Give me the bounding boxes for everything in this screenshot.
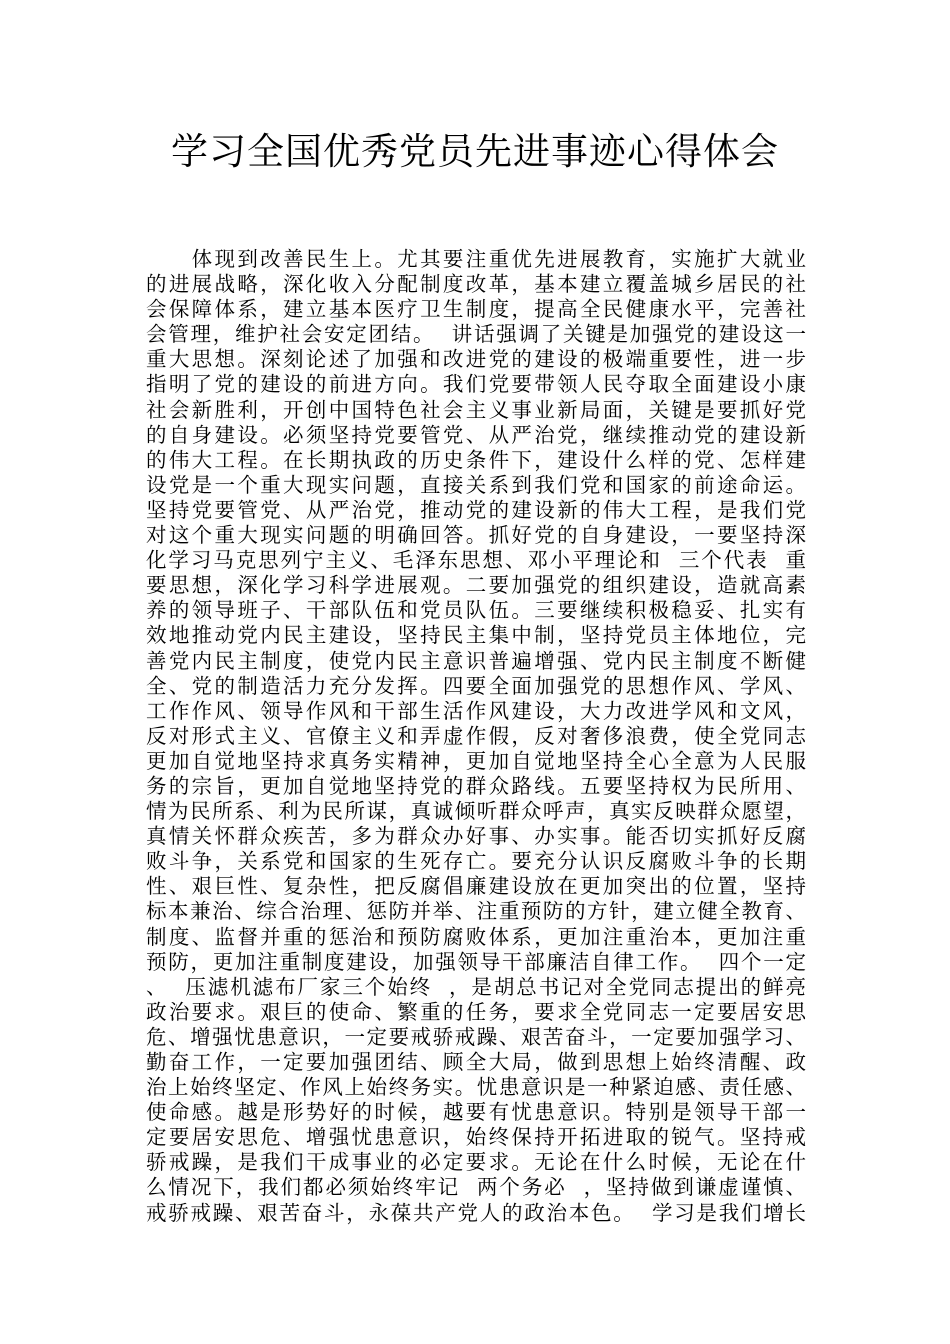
body-line: 设党是一个重大现实问题，直接关系到我们党和国家的前途命运。	[146, 472, 806, 497]
body-line: 指明了党的建设的前进方向。我们党要带领人民夺取全面建设小康	[146, 372, 806, 397]
body-line: 善党内民主制度，使党内民主意识普遍增强、党内民主制度不断健	[146, 648, 806, 673]
body-line: 预防，更加注重制度建设，加强领导干部廉洁自律工作。 四个一定	[146, 949, 806, 974]
body-line: 社会新胜利，开创中国特色社会主义事业新局面，关键是要抓好党	[146, 397, 806, 422]
body-line: 治上始终坚定、作风上始终务实。忧患意识是一种紧迫感、责任感、	[146, 1075, 806, 1100]
document-title: 学习全国优秀党员先进事迹心得体会	[171, 130, 779, 173]
body-line: 标本兼治、综合治理、惩防并举、注重预防的方针，建立健全教育、	[146, 899, 806, 924]
body-line: 的进展战略，深化收入分配制度改革，基本建立覆盖城乡居民的社	[146, 272, 806, 297]
body-line: 定要居安思危、增强忧患意识，始终保持开拓进取的锐气。坚持戒	[146, 1125, 806, 1150]
body-line: 危、增强忧患意识，一定要戒骄戒躁、艰苦奋斗，一定要加强学习、	[146, 1024, 806, 1049]
body-line: 务的宗旨，更加自觉地坚持党的群众路线。五要坚持权为民所用、	[146, 773, 806, 798]
body-line: 化学习马克思列宁主义、毛泽东思想、邓小平理论和 三个代表 重	[146, 548, 806, 573]
body-line: 的自身建设。必须坚持党要管党、从严治党，继续推动党的建设新	[146, 422, 806, 447]
body-line: 更加自觉地坚持求真务实精神，更加自觉地坚持全心全意为人民服	[146, 748, 806, 773]
body-line: 养的领导班子、干部队伍和党员队伍。三要继续积极稳妥、扎实有	[146, 598, 806, 623]
body-line: 的伟大工程。在长期执政的历史条件下，建设什么样的党、怎样建	[146, 447, 806, 472]
body-line: 反对形式主义、官僚主义和弄虚作假，反对奢侈浪费，使全党同志	[146, 723, 806, 748]
body-line: 会保障体系，建立基本医疗卫生制度，提高全民健康水平，完善社	[146, 297, 806, 322]
body-line: 全、党的制造活力充分发挥。四要全面加强党的思想作风、学风、	[146, 673, 806, 698]
body-line: 勤奋工作，一定要加强团结、顾全大局，做到思想上始终清醒、政	[146, 1050, 806, 1074]
body-line: 效地推动党内民主建设，坚持民主集中制，坚持党员主体地位，完	[146, 623, 806, 648]
body-line: 要思想，深化学习科学进展观。二要加强党的组织建设，造就高素	[146, 573, 806, 598]
document-body	[146, 247, 806, 1226]
body-line: 、 压滤机滤布厂家三个始终 ，是胡总书记对全党同志提出的鲜亮	[146, 974, 806, 999]
body-line: 工作作风、领导作风和干部生活作风建设，大力改进学风和文风，	[146, 698, 806, 723]
body-line: 体现到改善民生上。尤其要注重优先进展教育，实施扩大就业	[146, 247, 806, 271]
body-line: 性、艰巨性、复杂性，把反腐倡廉建设放在更加突出的位置，坚持	[146, 874, 806, 899]
body-line: 真情关怀群众疾苦，多为群众办好事、办实事。能否切实抓好反腐	[146, 824, 806, 849]
body-line: 政治要求。艰巨的使命、繁重的任务，要求全党同志一定要居安思	[146, 999, 806, 1024]
body-line: 制度、监督并重的惩治和预防腐败体系，更加注重治本，更加注重	[146, 924, 806, 949]
body-line: 骄戒躁，是我们干成事业的必定要求。无论在什么时候，无论在什	[146, 1150, 806, 1175]
body-line: 败斗争，关系党和国家的生死存亡。要充分认识反腐败斗争的长期	[146, 849, 806, 874]
body-line: 会管理，维护社会安定团结。 讲话强调了关键是加强党的建设这一	[146, 322, 806, 347]
body-line: 对这个重大现实问题的明确回答。抓好党的自身建设，一要坚持深	[146, 523, 806, 548]
body-line: 使命感。越是形势好的时候，越要有忧患意识。特别是领导干部一	[146, 1100, 806, 1125]
body-line: 情为民所系、利为民所谋，真诚倾听群众呼声，真实反映群众愿望，	[146, 799, 806, 824]
body-line: 戒骄戒躁、艰苦奋斗，永葆共产党人的政治本色。 学习是我们增长	[146, 1200, 806, 1225]
body-line: 重大思想。深刻论述了加强和改进党的建设的极端重要性，进一步	[146, 347, 806, 372]
body-line: 坚持党要管党、从严治党，推动党的建设新的伟大工程，是我们党	[146, 497, 806, 522]
body-line: 么情况下，我们都必须始终牢记 两个务必 ，坚持做到谦虚谨慎、	[146, 1175, 806, 1200]
